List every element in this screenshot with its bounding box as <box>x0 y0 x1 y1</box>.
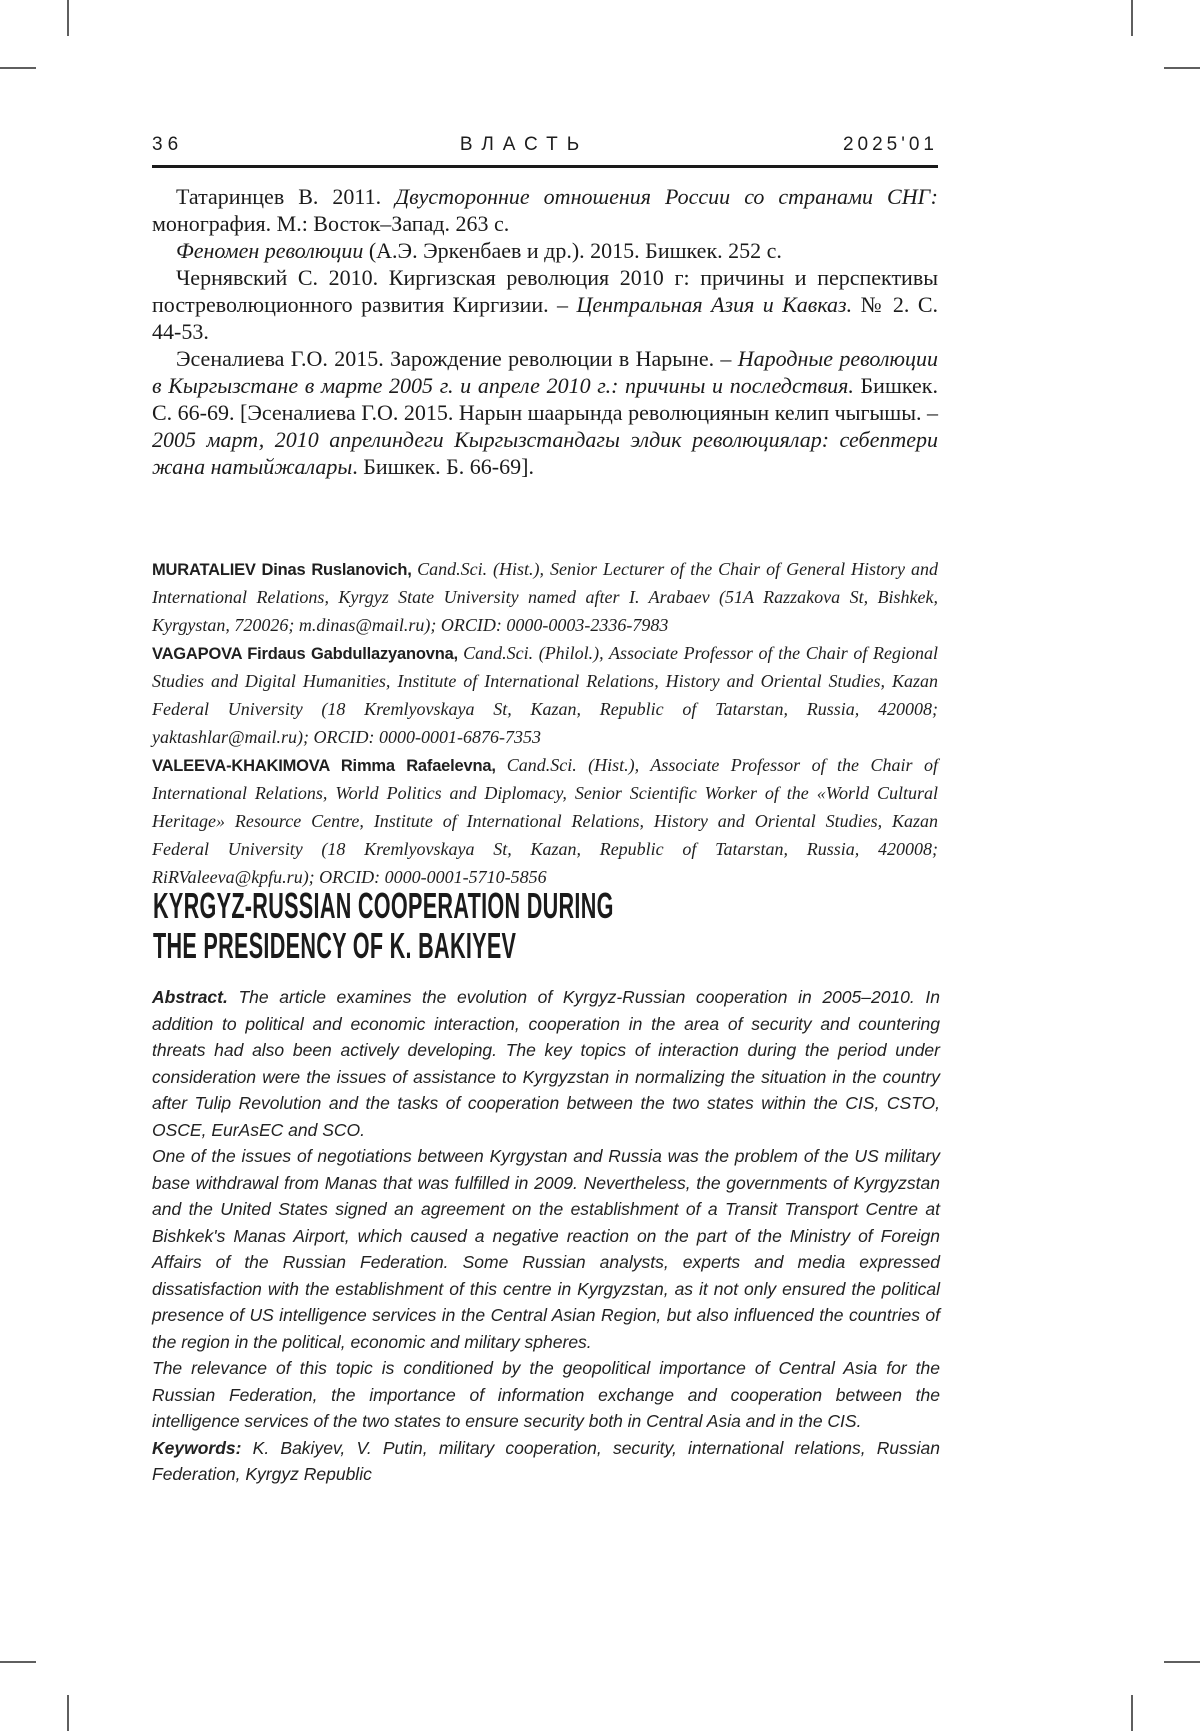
author-entry <box>152 640 938 752</box>
crop-mark-top-right-horizontal <box>1164 67 1200 69</box>
keywords-line <box>152 1435 940 1488</box>
references-section <box>152 183 938 480</box>
abstract-text: The article examines the evolution of Kyrgyz-Russian cooperation in 2005–2010. In addition to political and economic interaction, cooperation in the area of security and countering threats had also been actively developing. The key topics of interaction during the period under consideration were the issues of assistance to Kyrgyzstan in normalizing the situation in the country after Tulip Revolution and the tasks of cooperation between the two states within the CIS, CSTO, OSCE, EurAsEC and SCO. <box>152 987 940 1140</box>
reference-italic-segment: Двусторонние отношения России со странами СНГ: <box>395 184 938 209</box>
reference-italic-segment: Центральная Азия и Кавказ. <box>576 292 853 317</box>
abstract-paragraph <box>152 1355 940 1435</box>
author-name: VAGAPOVA Firdaus Gabdullazyanovna, <box>152 645 458 663</box>
crop-mark-top-left-vertical <box>67 0 69 36</box>
crop-mark-bottom-right-vertical <box>1131 1695 1133 1731</box>
abstract-label: Abstract. <box>152 987 228 1007</box>
reference-item <box>152 237 938 264</box>
crop-mark-bottom-left-vertical <box>67 1695 69 1731</box>
author-details: Cand.Sci. (Hist.), Associate Professor of the Chair of International Relations, World Politics and Diplomacy, Senior Scientific Worker of the «World Cultural Heritage» Resource Centre, Institute of International Relations, History and Oriental Studies, Kazan Federal University (18 Kremlyovskaya St, Kazan, Republic of Tatarstan, Russia, 420008; RiRValeeva@kpfu.ru); ORCID: 0000-0001-5710-5856 <box>152 755 939 887</box>
keywords-text: K. Bakiyev, V. Putin, military cooperation, security, international relations, Russian Federation, Kyrgyz Republic <box>152 1437 940 1484</box>
crop-mark-bottom-left-horizontal <box>0 1661 36 1663</box>
issue-label: 2025'01 <box>842 134 938 155</box>
author-entry <box>152 752 938 892</box>
reference-text-segment: . Бишкек. Б. 66-69]. <box>352 454 534 479</box>
author-details: Cand.Sci. (Hist.), Senior Lecturer of the Chair of General History and International Relations, Kyrgyz State University named after I. Arabaev (51A Razzakova St, Bishkek, Kyrgystan, 720026; m.dinas@mail.ru); ORCID: 0000-0003-2336-7983 <box>152 559 939 635</box>
reference-text-segment: Чернявский С. 2010. Киргизская революция 2010 г: причины и перспективы постреволюционного развития Киргизии. – <box>152 265 938 317</box>
reference-text-segment: монография. М.: Восток–Запад. 263 с. <box>152 211 510 236</box>
crop-mark-top-right-vertical <box>1131 0 1133 36</box>
page-number: 36 <box>152 134 184 155</box>
author-entry <box>152 556 938 640</box>
keywords-label: Keywords: <box>152 1437 242 1458</box>
abstract-section <box>152 984 940 1488</box>
abstract-paragraph <box>152 1143 940 1355</box>
article-title-line1: KYRGYZ-RUSSIAN COOPERATION DURING <box>153 885 614 926</box>
reference-italic-segment: Народные революции в Кыргызстане в марте 2005 г. и апреле 2010 г.: причины и последствия. <box>152 346 938 398</box>
authors-section <box>152 556 938 892</box>
reference-text-segment: Татаринцев В. 2011. <box>176 184 396 209</box>
reference-item <box>152 264 938 345</box>
journal-title: ВЛАСТЬ <box>459 134 589 155</box>
crop-mark-bottom-right-horizontal <box>1164 1661 1200 1663</box>
reference-text-segment: Бишкек. С. 66-69. [Эсеналиева Г.О. 2015. Нарын шаарында революциянын келип чыгышы. – <box>152 373 938 425</box>
page-header <box>152 134 938 168</box>
reference-italic-segment: 2005 март, 2010 апрелиндеги Кыргызстандагы элдик революциялар: себептери жана натыйжалары <box>152 427 938 479</box>
crop-mark-top-left-horizontal <box>0 67 36 69</box>
author-name: VALEEVA-KHAKIMOVA Rimma Rafaelevna, <box>152 757 496 775</box>
article-title <box>153 886 614 966</box>
abstract-text: One of the issues of negotiations between Kyrgystan and Russia was the problem of the US military base withdrawal from Manas that was fulfilled in 2009. Nevertheless, the governments of Kyrgyzstan and the United States signed an agreement on the establishment of a Transit Transport Centre at Bishkek's Manas Airport, which caused a negative reaction on the part of the Ministry of Foreign Affairs of the Russian Federation. Some Russian analysts, experts and media expressed dissatisfaction with the establishment of this centre in Kyrgyzstan, as it not only ensured the political presence of US intelligence services in the Central Asian Region, but also influenced the countries of the region in the political, economic and military spheres. <box>152 1146 940 1352</box>
abstract-text: The relevance of this topic is conditioned by the geopolitical importance of Central Asia for the Russian Federation, the importance of information exchange and cooperation between the intelligence services of the two states to ensure security both in Central Asia and in the CIS. <box>152 1358 940 1431</box>
reference-italic-segment: Феномен революции <box>176 238 364 263</box>
reference-text-segment: (А.Э. Эркенбаев и др.). 2015. Бишкек. 252 с. <box>363 238 782 263</box>
reference-text-segment: № 2. С. 44-53. <box>152 292 938 344</box>
reference-item <box>152 183 938 237</box>
reference-item <box>152 345 938 480</box>
author-details: Cand.Sci. (Philol.), Associate Professor of the Chair of Regional Studies and Digital Humanities, Institute of International Relations, History and Oriental Studies, Kazan Federal University (18 Kremlyovskaya St, Kazan, Republic of Tatarstan, Russia, 420008; yaktashlar@mail.ru); ORCID: 0000-0001-6876-7353 <box>152 643 939 747</box>
reference-text-segment: Эсеналиева Г.О. 2015. Зарождение революции в Нарыне. – <box>176 346 738 371</box>
article-title-line2: THE PRESIDENCY OF K. BAKIYEV <box>153 925 517 966</box>
abstract-paragraph <box>152 984 940 1143</box>
author-name: MURATALIEV Dinas Ruslanovich, <box>152 561 412 579</box>
